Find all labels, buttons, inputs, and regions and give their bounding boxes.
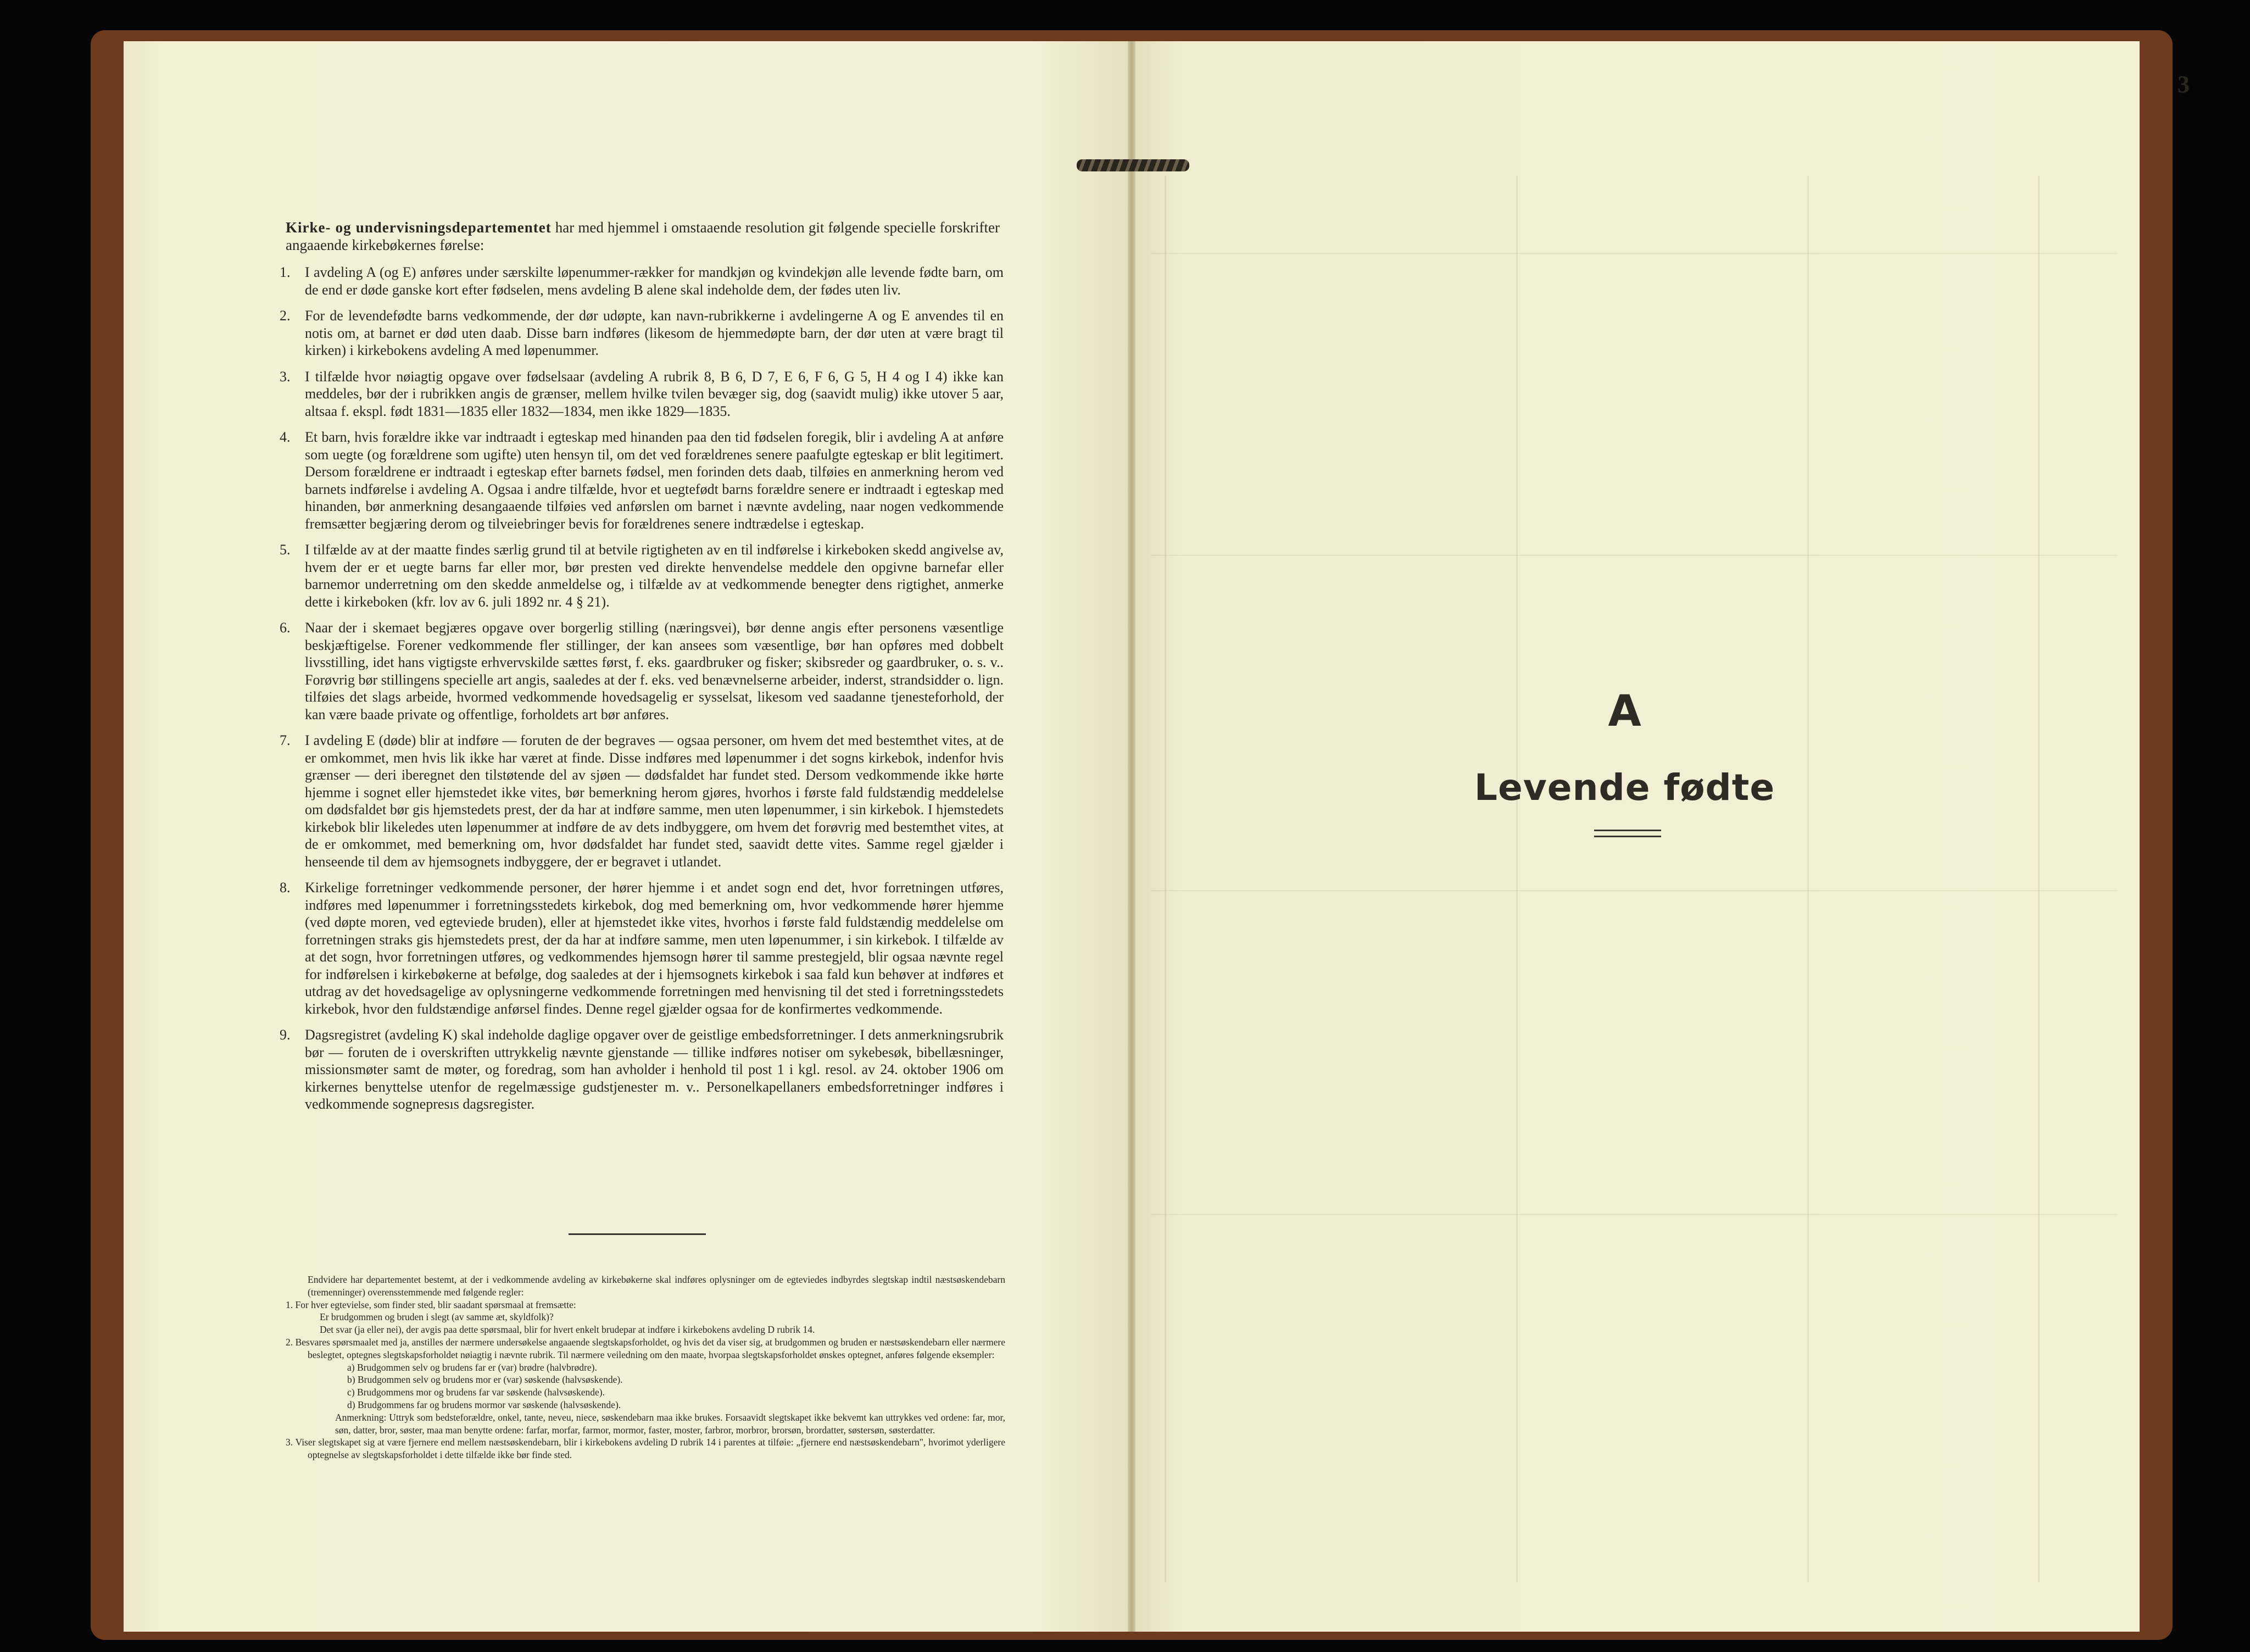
small-print-rule: 2. Besvares spørsmaalet med ja, anstilles der nærmere undersøkelse angaaende slegtskapsforholdet, og hvis det da viser sig, at brudgommen og bruden er næstsøskendebarn eller nærmere beslegtet, optegnes slegtskapsforholdet nøiagtig i nævnte rubrik. Til nærmere veiledning om den maate, hvorpaa slegtskapsforholdet ønskes optegnet, anføres følgende eksempler: (286, 1336, 1005, 1360)
rule-item (277, 429, 1004, 532)
small-print-block (286, 1273, 1005, 1461)
ghost-row-line (1151, 555, 2118, 556)
rule-number: 7. (280, 732, 291, 748)
rule-item (277, 1026, 1004, 1113)
rule-number: 9. (280, 1027, 291, 1043)
rule-number: 8. (280, 880, 291, 895)
small-print-example: d) Brudgommens far og brudens mormor var søskende (halvsøskende). (347, 1399, 621, 1410)
page-number: 3 (2177, 71, 2190, 98)
small-print-paragraph: Endvidere har departementet bestemt, at der i vedkommende avdeling av kirkebøkerne skal indføres oplysninger om de egteviedes indbyrdes slegtskap indtil næstsøskendebarn (tremenninger) overensstemmende med følgende regler: (308, 1274, 1005, 1298)
small-print-example: b) Brudgommen selv og brudens mor er (var) søskende (halvsøskende). (347, 1374, 623, 1386)
rule-item (277, 368, 1004, 420)
rule-text: Et barn, hvis forældre ikke var indtraadt i egteskap med hinanden paa den tid fødselen foregik, blir i avdeling A at anføre som uegte (og forældrene som ugifte) uten hensyn til, om det ved forældrenes senere paafulgte egteskap er blit legitimert. Dersom forældrene er indtraadt i egteskap efter barnets fødsel, men forinden dets daab, tilføies en anmerkning herom ved barnets indførelse i avdeling A. Ogsaa i andre tilfælde, hvor et uegtefødt barns forældre senere er indtraadt i egteskap med hinanden, bør anmerkning desangaaende tilføies ved anførslen om barnet i nævnte avdeling, naar nogen vedkommende fremsætter begjæring derom og tilveiebringer bevis for forældrenes senere indtrædelse i egteskap. (305, 429, 1004, 532)
rule-text: Naar der i skemaet begjæres opgave over borgerlig stilling (næringsvei), bør denne angis efter personens væsentlige beskjæftigelse. Forener vedkommende fler stillinger, der kan ansees som væsentlige, bør han opføres med dobbelt livsstilling, idet hans vigtigste erhvervskilde sættes først, f. eks. gaardbruker og fisker; skibsreder og gaardbruker, o. s. v.. Forøvrig bør stillingens specielle art angis, saaledes at der f. eks. ved benævnelserne arbeider, inderst, strandsidder o. lign. tilføies det slags arbeide, hvormed vedkommende hovedsagelig er sysselsat, likesom ved saadanne tjenesteforhold, der kan være baade private og offentlige, forholdets art bør anføres. (305, 620, 1004, 722)
rule-text: I tilfælde hvor nøiagtig opgave over fødselsaar (avdeling A rubrik 8, B 6, D 7, E 6, F 6, G 5, H 4 og I 4) ikke kan meddeles, bør der i rubrikken angis de grænser, mellem hvilke tvilen bevæger sig, dog (saavidt mulig) ikke utover 5 aar, altsaa f. ekspl. født 1831—1835 eller 1832—1834, men ikke 1829—1835. (305, 368, 1004, 419)
rule-number: 6. (280, 620, 291, 636)
small-print-note: Anmerkning: Uttryk som bedsteforældre, onkel, tante, neveu, niece, søskendebarn maa ikke brukes. Forsaavidt slegtskapet ikke bekvemt kan uttrykkes ved ordene: far, mor, søn, datter, bror, søster, maa man benytte ordene: farfar, morfar, farmor, mormor, faster, moster, farbror, morbror, brorsøn, brordatter, søstersøn, søsterdatter. (335, 1411, 1005, 1436)
rule-item (277, 732, 1004, 870)
section-letter: A (1608, 687, 1641, 736)
rule-number: 3. (280, 368, 291, 385)
small-print-line: Det svar (ja eller nei), der avgis paa dette spørsmaal, blir for hvert enkelt brudepar at indføre i kirkebokens avdeling D rubrik 14. (320, 1324, 815, 1336)
intro-paragraph (286, 219, 1000, 254)
rule-item (277, 541, 1004, 610)
section-title: Levende fødte (1474, 766, 1775, 809)
ghost-row-line (1151, 253, 2118, 254)
ghost-column-line (1516, 176, 1518, 1582)
small-print-rule: 3. Viser slegtskapet sig at være fjernere end mellem næstsøskendebarn, blir i kirkebokens avdeling D rubrik 14 i parentes at tilføie: „fjernere end næstsøskendebarn", hvorimot yderligere optegnelse av slegtskapsforholdet i dette tilfælde ikke bør finde sted. (286, 1437, 1005, 1461)
rule-item (277, 619, 1004, 723)
intro-text: har med hjemmel i omstaaende resolution git følgende specielle forskrifter angaaende kirkebøkernes førelse: (286, 219, 1000, 253)
small-print-rule: 1. For hver egtevielse, som finder sted, blir saadant spørsmaal at fremsætte: (286, 1299, 576, 1310)
rule-text: I avdeling E (døde) blir at indføre — foruten de der begraves — ogsaa personer, om hvem det med bestemthet vites, at de er omkommet, men hvis lik ikke har været at finde. Disse indføres med løpenummer i det sogns kirkebok, indenfor hvis grænser — deri iberegnet den tilstøtende del av sjøen — dødsfaldet har fundet sted. Dersom vedkommende ikke hørte hjemme i sognet eller hjemstedet ikke vites, bør bemerkning herom gjøres, hvorhos i første fald fuldstændig meddelelse om dødsfaldet bør gis hjemstedets prest, der da har at indføre samme, men uten løpenummer, i sin kirkebok. I hjemstedets kirkebok blir likeledes uten løpenummer at indføre de av dets indbyggere, om hvem det forøvrig med bestemthet vites, at de er omkommet, med bemerkning om, hvor dødsfaldet har fundet sted, saavidt dette vites. Samme regel gjælder i henseende til dem av hjemsognets indbyggere, der er begravet i utlandet. (305, 732, 1004, 870)
rule-item (277, 307, 1004, 359)
title-double-rule (1594, 830, 1661, 837)
rule-text: I avdeling A (og E) anføres under særskilte løpenummer-rækker for mandkjøn og kvindekjøn alle levende fødte barn, om de end er døde ganske kort efter fødselen, mens avdeling B alene skal indeholde dem, der fødes uten liv. (305, 264, 1004, 298)
book-gutter (1128, 41, 1135, 1632)
rule-text: For de levendefødte barns vedkommende, der dør udøpte, kan navn-rubrikkerne i avdelingerne A og E anvendes til en notis om, at barnet er død uten daab. Disse barn indføres (likesom de hjemmedøpte barn, der dør uten at være bragt til kirken) i kirkebokens avdeling A med løpenummer. (305, 308, 1004, 358)
rule-number: 4. (280, 429, 291, 445)
ghost-column-line (2038, 176, 2040, 1582)
ghost-row-line (1151, 890, 2118, 891)
ghost-row-line (1151, 1214, 2118, 1215)
bookmark-string (1077, 159, 1189, 171)
ghost-column-line (1165, 176, 1166, 1582)
small-print-line: Er brudgommen og bruden i slegt (av samme æt, skyldfolk)? (320, 1311, 554, 1323)
rules-list (277, 264, 1004, 1122)
rule-number: 1. (280, 264, 291, 280)
intro-heading: Kirke- og undervisningsdepartementet (286, 219, 552, 236)
section-divider (569, 1233, 706, 1235)
rule-item (277, 879, 1004, 1017)
small-print-example: c) Brudgommens mor og brudens far var søskende (halvsøskende). (347, 1387, 605, 1398)
rule-item (277, 264, 1004, 298)
small-print-example: a) Brudgommen selv og brudens far er (var) brødre (halvbrødre). (347, 1361, 597, 1373)
ghost-column-line (1807, 176, 1809, 1582)
rule-number: 2. (280, 308, 291, 324)
rule-text: Kirkelige forretninger vedkommende personer, der hører hjemme i et andet sogn end det, hvor forretningen utføres, indføres med løpenummer i forretningsstedets kirkebok, dog med bemerkning om, hvor vedkommende hører hjemme (ved døpte moren, ved egteviede bruden), eller at hjemstedet ikke vites, hvorhos i første fald fuldstændig meddelelse om forretningen straks gis hjemstedets prest, der da har at indføre samme, men uten løpenummer, i sin kirkebok. I tilfælde av at det sogn, hvor forretningen utføres, og vedkommendes hjemsogn hører til samme prestegjeld, blir ogsaa nævnte regel for indførelsen i kirkebøkerne at befølge, dog saaledes at der i hjemsognets kirkebok i saa fald kun behøver at indføres et utdrag av det hovedsagelige av oplysningerne vedkommende forretningen med henvisning til det sted i forretningsstedets kirkebok, hvor den fuldstændige anførsel findes. Denne regel gjælder ogsaa for de konfirmertes vedkommende. (305, 880, 1004, 1017)
rule-number: 5. (280, 542, 291, 558)
rule-text: I tilfælde av at der maatte findes særlig grund til at betvile rigtigheten av en til indførelse i kirkeboken skedd angivelse av, hvem der er et uegte barns far eller mor, bør presten ved direkte henvendelse meddele den opgivne barnefar eller barnemor underretning om den skedde anmeldelse og, i tilfælde av at vedkommende benegter dens rigtighet, anmerke dette i kirkeboken (kfr. lov av 6. juli 1892 nr. 4 § 21). (305, 542, 1004, 610)
rule-text: Dagsregistret (avdeling K) skal indeholde daglige opgaver over de geistlige embedsforretninger. I dets anmerkningsrubrik bør — foruten de i overskriften uttrykkelig nævnte gjenstande — tillike indføres notiser om sykebesøk, bibellæsninger, missionsmøter samt de møter, og foredrag, som han avholder i henhold til post 1 i kgl. resol. av 24. oktober 1906 om kirkernes benyttelse utenfor de regelmæssige gudstjenester m. v.. Personelkapellaners embedsforretninger indføres i vedkommende sognepresıs dagsregister. (305, 1027, 1004, 1112)
